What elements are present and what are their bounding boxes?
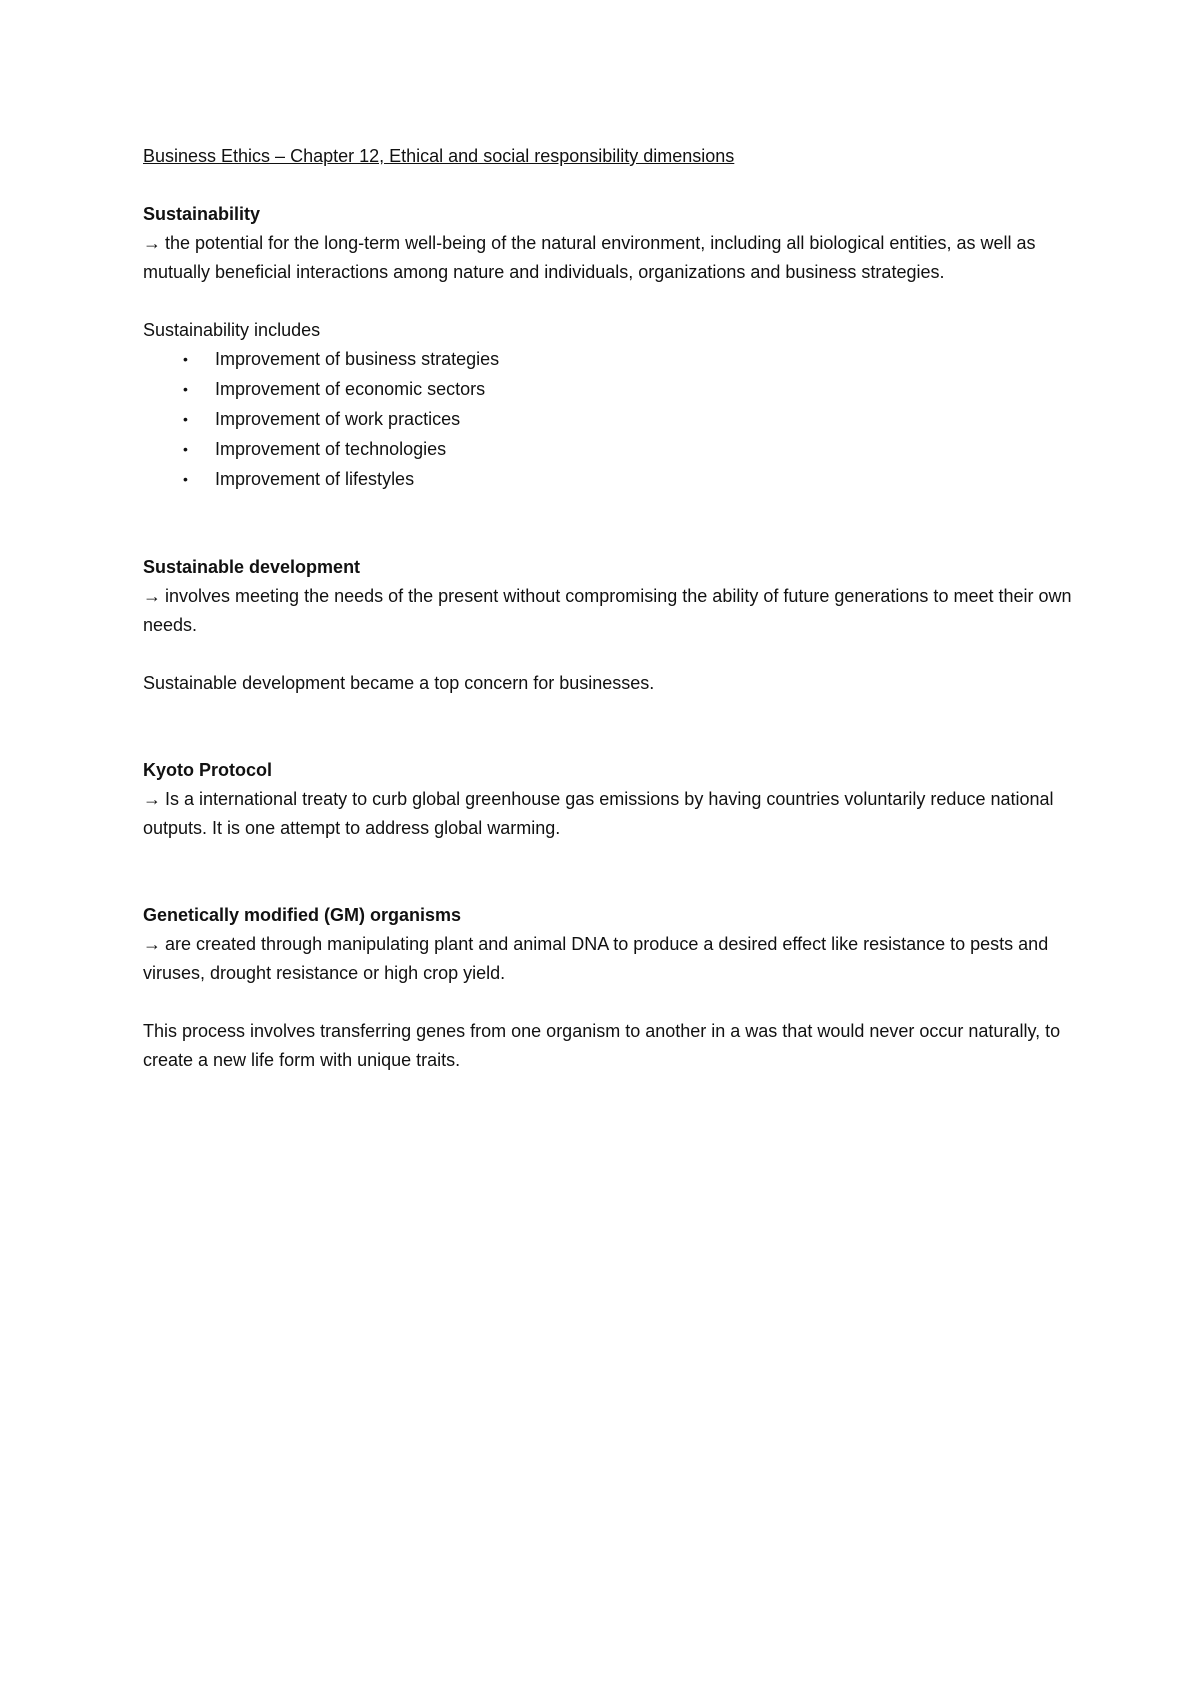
list-item — [143, 465, 1073, 495]
list-item-text: Improvement of economic sectors — [215, 379, 486, 399]
list-item — [143, 405, 1073, 435]
sustainability-definition-text: the potential for the long-term well-being of the natural environment, including all biological entities, as well as mutually beneficial interactions among nature and individuals, organizations and business strategies. — [143, 233, 1036, 282]
bullet-icon: • — [183, 441, 188, 457]
list-item-text: Improvement of lifestyles — [215, 469, 415, 489]
list-item — [143, 375, 1073, 405]
list-item — [143, 345, 1073, 375]
bullet-icon: • — [183, 381, 188, 397]
list-item-text: Improvement of technologies — [215, 439, 447, 459]
list-item-text: Improvement of work practices — [215, 409, 461, 429]
sustainable-development-definition — [143, 582, 1073, 640]
section-heading-sustainable-development: Sustainable development — [143, 557, 361, 577]
section-heading-sustainability: Sustainability — [143, 204, 261, 224]
list-item — [143, 435, 1073, 465]
document-page — [143, 142, 1073, 1075]
sustainable-development-definition-text: involves meeting the needs of the present without compromising the ability of future generations to meet their own needs. — [143, 586, 1072, 635]
gm-organisms-definition — [143, 930, 1073, 988]
sustainability-includes-intro: Sustainability includes — [143, 320, 321, 340]
kyoto-protocol-definition-text: Is a international treaty to curb global greenhouse gas emissions by having countries voluntarily reduce national outputs. It is one attempt to address global warming. — [143, 789, 1054, 838]
bullet-icon: • — [183, 351, 188, 367]
arrow-icon: → — [143, 934, 161, 954]
sustainability-definition — [143, 229, 1073, 287]
bullet-icon: • — [183, 471, 188, 487]
section-heading-kyoto-protocol: Kyoto Protocol — [143, 760, 272, 780]
list-item-text: Improvement of business strategies — [215, 349, 500, 369]
arrow-icon: → — [143, 586, 161, 606]
arrow-icon: → — [143, 233, 161, 253]
section-heading-gm-organisms: Genetically modified (GM) organisms — [143, 905, 462, 925]
gm-organisms-definition-text: are created through manipulating plant and animal DNA to produce a desired effect like resistance to pests and viruses, drought resistance or high crop yield. — [143, 934, 1049, 983]
sustainable-development-note: Sustainable development became a top concern for businesses. — [143, 673, 655, 693]
kyoto-protocol-definition — [143, 785, 1073, 843]
bullet-icon: • — [183, 411, 188, 427]
document-title: Business Ethics – Chapter 12, Ethical and social responsibility dimensions — [143, 146, 735, 166]
gm-organisms-note: This process involves transferring genes from one organism to another in a was that would never occur naturally, to create a new life form with unique traits. — [143, 1021, 1061, 1070]
arrow-icon: → — [143, 789, 161, 809]
sustainability-includes-list — [143, 345, 1073, 495]
